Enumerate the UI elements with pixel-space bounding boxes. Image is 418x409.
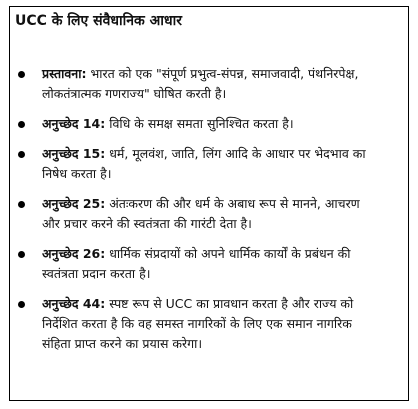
item-text: धर्म, मूलवंश, जाति, लिंग आदि के आधार पर भेदभाव का निषेध करता है। bbox=[42, 146, 366, 181]
item-text: अंतःकरण की और धर्म के अबाध रूप से मानने, आचरण और प्रचार करने की स्वतंत्रता की गारंटी देता है। bbox=[42, 196, 360, 231]
bullet-icon bbox=[18, 121, 25, 128]
list-item-article-25 bbox=[18, 194, 374, 234]
item-term: अनुच्छेद 26: bbox=[42, 246, 106, 261]
item-term: अनुच्छेद 15: bbox=[42, 146, 106, 161]
item-text: धार्मिक संप्रदायों को अपने धार्मिक कार्यों के प्रबंधन की स्वतंत्रता प्रदान करता है। bbox=[42, 246, 351, 281]
bullet-icon bbox=[18, 201, 25, 208]
list-item-article-26 bbox=[18, 244, 374, 284]
bullet-icon bbox=[18, 301, 25, 308]
item-term: अनुच्छेद 14: bbox=[42, 116, 106, 131]
item-term: अनुच्छेद 25: bbox=[42, 196, 106, 211]
bullet-icon bbox=[18, 71, 25, 78]
item-text: भारत को एक "संपूर्ण प्रभुत्व-संपन्न, समाजवादी, पंथनिरपेक्ष, लोकतंत्रात्मक गणराज्य" घोषित करती है। bbox=[42, 66, 359, 101]
list-item-article-44 bbox=[18, 294, 374, 354]
item-term: प्रस्तावना: bbox=[42, 66, 87, 81]
item-text: विधि के समक्ष समता सुनिश्चित करता है। bbox=[105, 116, 294, 131]
page-title: UCC के लिए संवैधानिक आधार bbox=[15, 13, 182, 29]
item-text: स्पष्ट रूप से UCC का प्रावधान करता है और राज्य को निर्देशित करता है कि वह समस्त नागरिकों के लिए एक समान नागरिक संहिता प्राप्त करने का प्रयास करेगा। bbox=[42, 296, 354, 351]
item-term: अनुच्छेद 44: bbox=[42, 296, 106, 311]
list-item-article-15 bbox=[18, 144, 374, 184]
bullet-icon bbox=[18, 151, 25, 158]
bullet-icon bbox=[18, 251, 25, 258]
provision-list bbox=[18, 64, 374, 364]
list-item-article-14 bbox=[18, 114, 374, 134]
list-item-preamble bbox=[18, 64, 374, 104]
